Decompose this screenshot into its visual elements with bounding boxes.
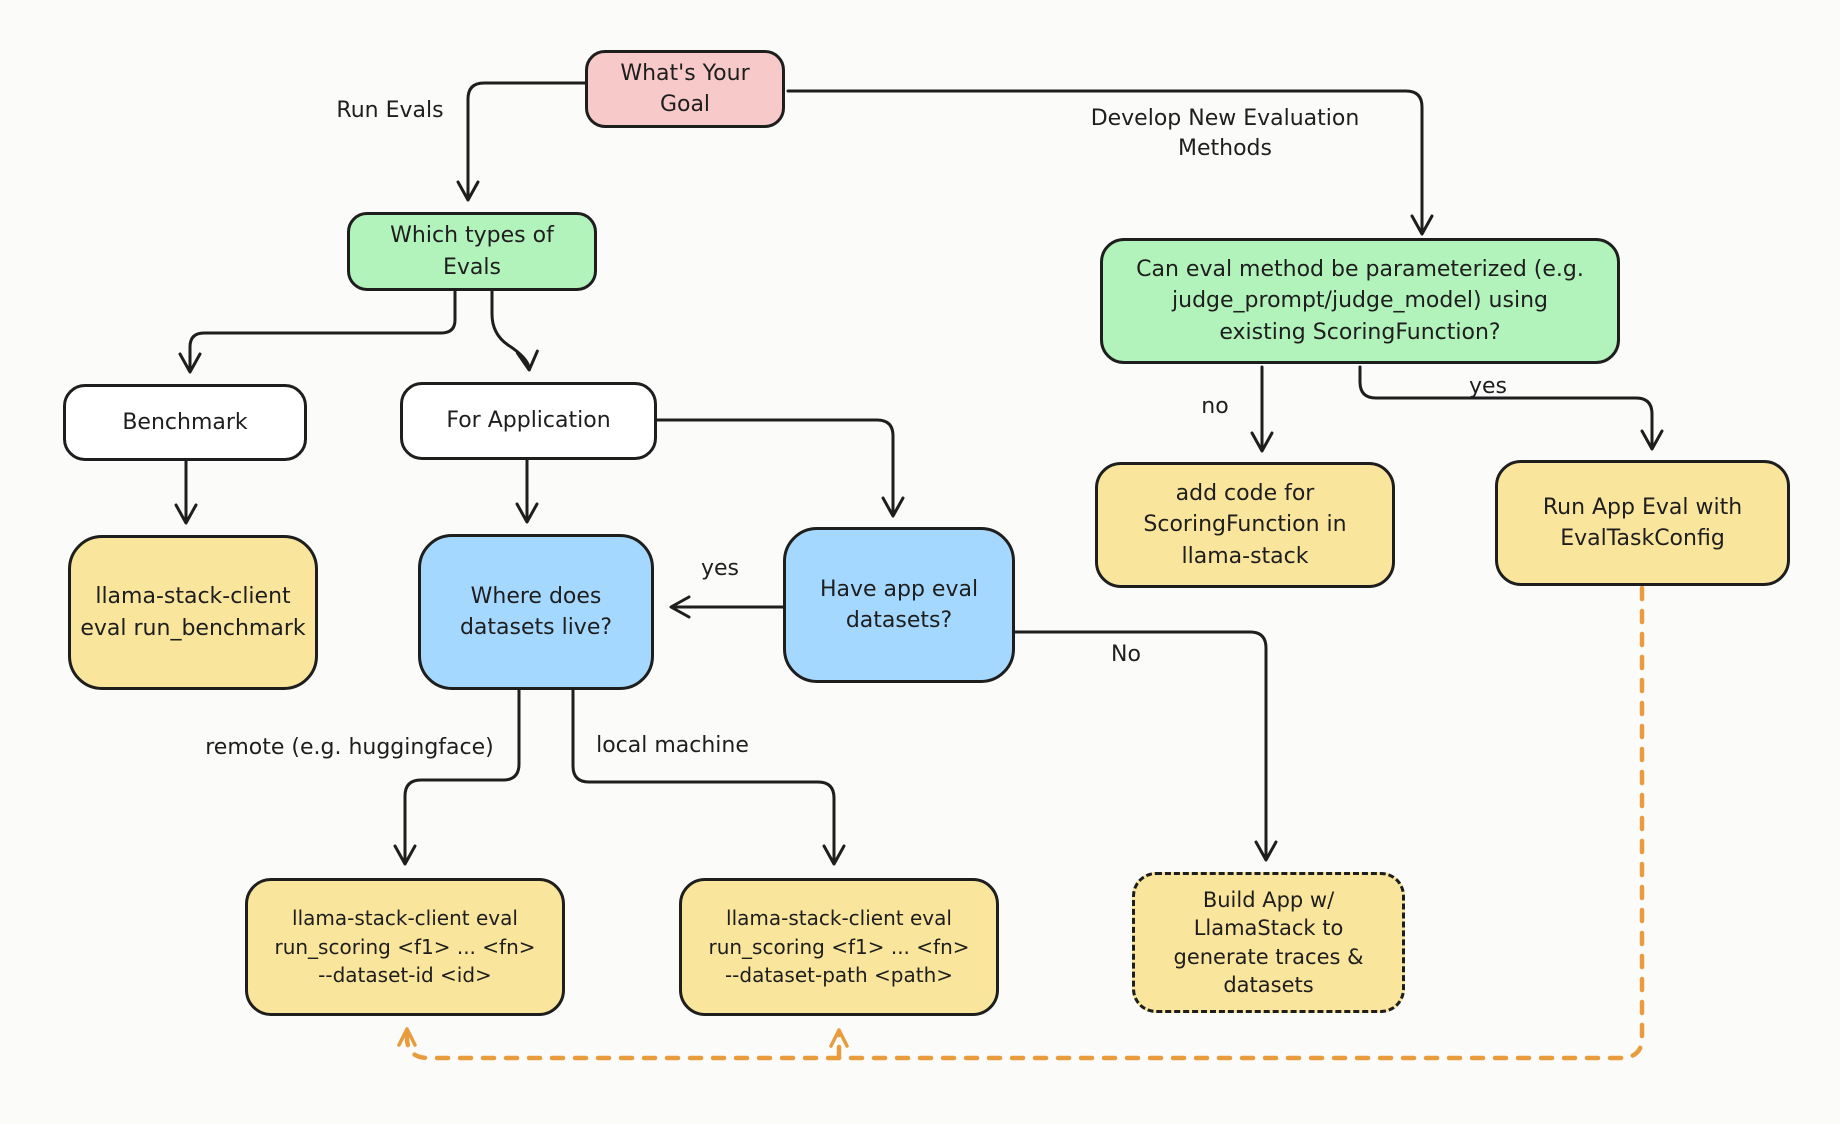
edge-goal-to-which-types bbox=[468, 83, 585, 198]
edge-for-application-to-have-datasets bbox=[657, 420, 893, 514]
edge-where-datasets-to-dataset-path-local bbox=[573, 690, 834, 862]
node-run-app-eval-with-evaltaskconfig: Run App Eval with EvalTaskConfig bbox=[1495, 460, 1790, 586]
edge-label-local-machine: local machine bbox=[596, 733, 749, 758]
edge-label-no-mid: No bbox=[1111, 642, 1141, 667]
node-run-scoring-dataset-id: llama-stack-client eval run_scoring <f1> ... <fn> --dataset-id <id> bbox=[245, 878, 565, 1016]
node-run-benchmark-command: llama-stack-client eval run_benchmark bbox=[68, 535, 318, 690]
edge-label-remote-huggingface: remote (e.g. huggingface) bbox=[205, 735, 494, 760]
edge-label-yes-right: yes bbox=[1468, 374, 1508, 399]
edge-label-no-right: no bbox=[1201, 394, 1229, 419]
node-for-application: For Application bbox=[400, 382, 657, 460]
edge-label-run-evals: Run Evals bbox=[336, 98, 444, 123]
edge-which-types-to-benchmark bbox=[190, 291, 455, 370]
node-have-app-eval-datasets: Have app eval datasets? bbox=[783, 527, 1015, 683]
node-run-scoring-dataset-path: llama-stack-client eval run_scoring <f1> ... <fn> --dataset-path <path> bbox=[679, 878, 999, 1016]
node-which-types-of-evals: Which types of Evals bbox=[347, 212, 597, 291]
node-whats-your-goal: What's Your Goal bbox=[585, 50, 785, 128]
edge-which-types-to-for-application bbox=[492, 291, 529, 368]
node-can-eval-method-be-parameterized: Can eval method be parameterized (e.g. judge_prompt/judge_model) using existing ScoringFunction? bbox=[1100, 238, 1620, 364]
edge-where-datasets-to-dataset-id-remote bbox=[405, 690, 519, 862]
edge-label-develop-new-evaluation-methods: Develop New Evaluation Methods bbox=[1090, 106, 1360, 161]
node-benchmark: Benchmark bbox=[63, 384, 307, 461]
node-where-does-datasets-live: Where does datasets live? bbox=[418, 534, 654, 690]
node-add-code-for-scoringfunction: add code for ScoringFunction in llama-stack bbox=[1095, 462, 1395, 588]
edge-label-yes-left: yes bbox=[700, 556, 740, 581]
node-build-app-with-llamastack: Build App w/ LlamaStack to generate traces & datasets bbox=[1132, 872, 1405, 1013]
